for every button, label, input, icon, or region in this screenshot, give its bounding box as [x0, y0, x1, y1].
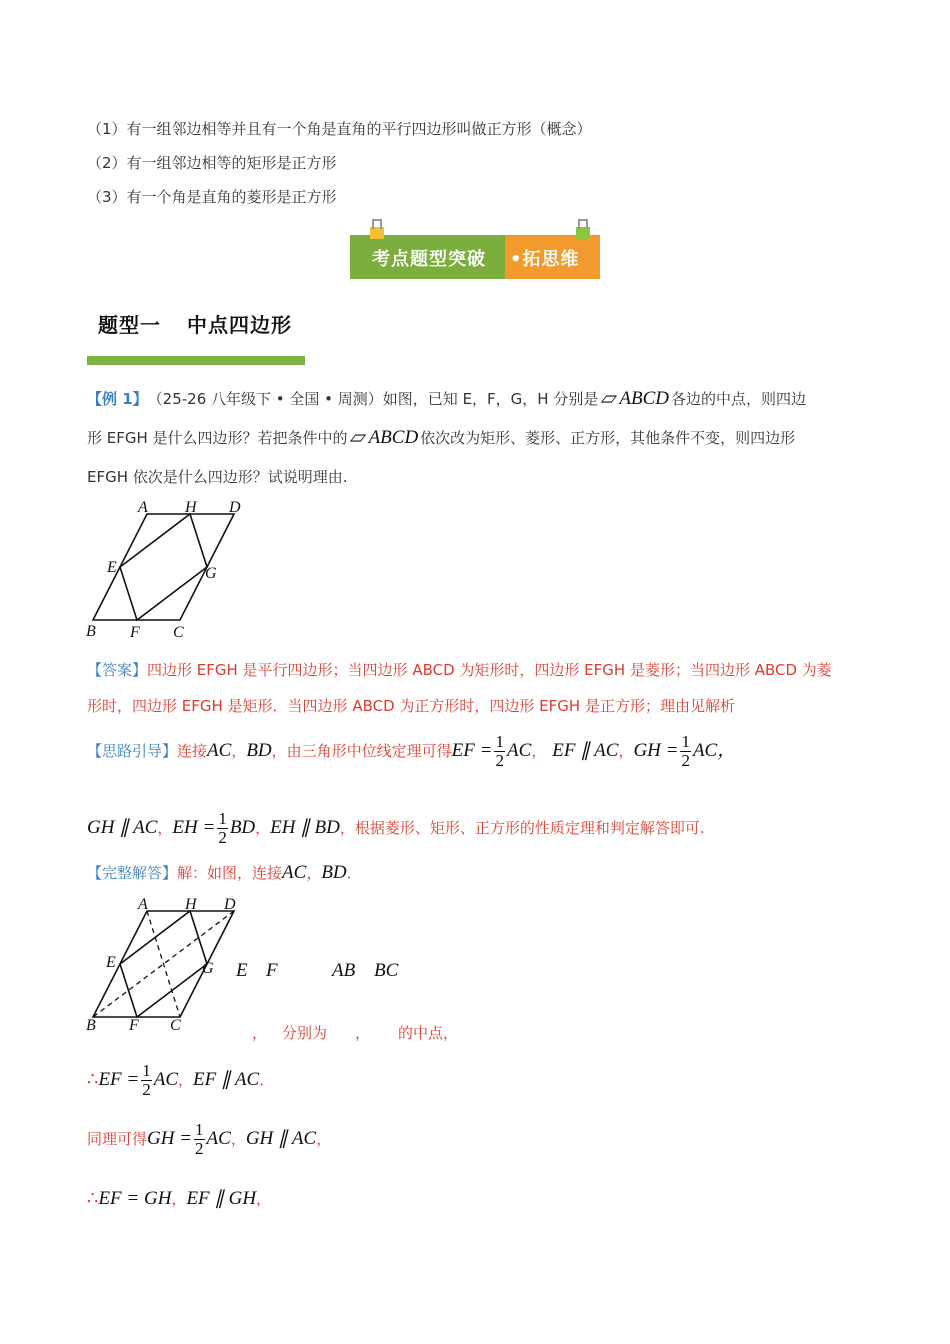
paper-clip-icon	[570, 217, 596, 241]
parallelogram-figure	[82, 496, 252, 644]
solution-step-2: 同理可得 GH = $\frac{1}{2}$ AC ， GH ∥ AC ，	[87, 1119, 332, 1158]
label-H: H	[185, 499, 197, 516]
label-F: F	[130, 624, 140, 641]
math-bc: BC	[374, 960, 399, 981]
heading-underline	[87, 356, 305, 365]
red-fen: 分别为	[282, 1024, 328, 1042]
label-B: B	[86, 623, 96, 640]
list-item-2: （2）有一组邻边相等的矩形是正方形	[87, 154, 337, 172]
label-H: H	[185, 896, 197, 913]
math-e: E	[236, 960, 248, 981]
label-E: E	[106, 954, 116, 971]
label-E: E	[107, 559, 117, 576]
math-f: F	[266, 960, 278, 981]
banner-right-text: •拓思维	[510, 249, 580, 270]
solution-step-1: ∴ EF = $\frac{1}{2}$ AC ， EF ∥ AC ．	[87, 1060, 275, 1099]
list-item-3: （3）有一个角是直角的菱形是正方形	[87, 188, 337, 206]
label-D: D	[229, 499, 241, 516]
section-banner	[350, 235, 600, 279]
example-line-1: 【例 1】 （25-26 八年级下 • 全国 • 周测）如图，已知 E，F，G，H 分别是 ▱ ABCD 各边的中点，则四边	[87, 388, 806, 409]
parallelogram-diagonal-figure	[82, 893, 252, 1039]
label-G: G	[205, 565, 217, 582]
label-A: A	[138, 896, 148, 913]
label-A: A	[138, 499, 148, 516]
list-item-1: （1）有一组邻边相等并且有一个角是直角的平行四边形叫做正方形（概念）	[87, 120, 592, 138]
solution-line-1: 【完整解答】 解：如图，连接 AC ， BD ．	[87, 862, 362, 883]
label-B: B	[86, 1017, 96, 1034]
hint-line-2: GH ∥ AC ， EH = $\frac{1}{2}$ BD ， EH ∥ BD ，根据菱形、矩形、正方形的性质定理和判定解答即可.	[87, 808, 705, 847]
math-ab: AB	[332, 960, 356, 981]
answer-line-2: 形时，四边形 EFGH 是矩形．当四边形 ABCD 为正方形时，四边形 EFGH 是正方形；理由见解析	[87, 697, 735, 715]
solution-step-3: ∴ EF = GH ， EF ∥ GH ，	[87, 1188, 272, 1209]
example-line-3: EFGH 依次是什么四边形？试说明理由.	[87, 468, 348, 486]
red-comma-2: ，	[355, 1024, 371, 1042]
label-F: F	[129, 1017, 139, 1034]
label-D: D	[224, 896, 236, 913]
answer-line-1: 【答案】 四边形 EFGH 是平行四边形；当四边形 ABCD 为矩形时，四边形 EFGH 是菱形；当四边形 ABCD 为菱	[87, 661, 832, 679]
hint-line-1: 【思路引导】 连接 AC ， BD ，由三角形中位线定理可得 EF = $\frac{1}{2}$ AC ， EF ∥ AC ， GH = $\frac{1}{2}$ AC，	[87, 731, 737, 770]
red-mid: 的中点，	[398, 1024, 459, 1042]
section-title: 题型一 中点四边形	[98, 313, 292, 337]
banner-left-text: 考点题型突破	[372, 249, 486, 270]
example-line-2: 形 EFGH 是什么四边形？若把条件中的 ▱ ABCD 依次改为矩形、菱形、正方形，其他条件不变，则四边形	[87, 427, 796, 448]
red-comma-1: ，	[252, 1024, 268, 1042]
label-G: G	[202, 960, 214, 977]
paper-clip-icon	[364, 217, 390, 241]
label-C: C	[173, 624, 184, 641]
label-C: C	[170, 1017, 181, 1034]
